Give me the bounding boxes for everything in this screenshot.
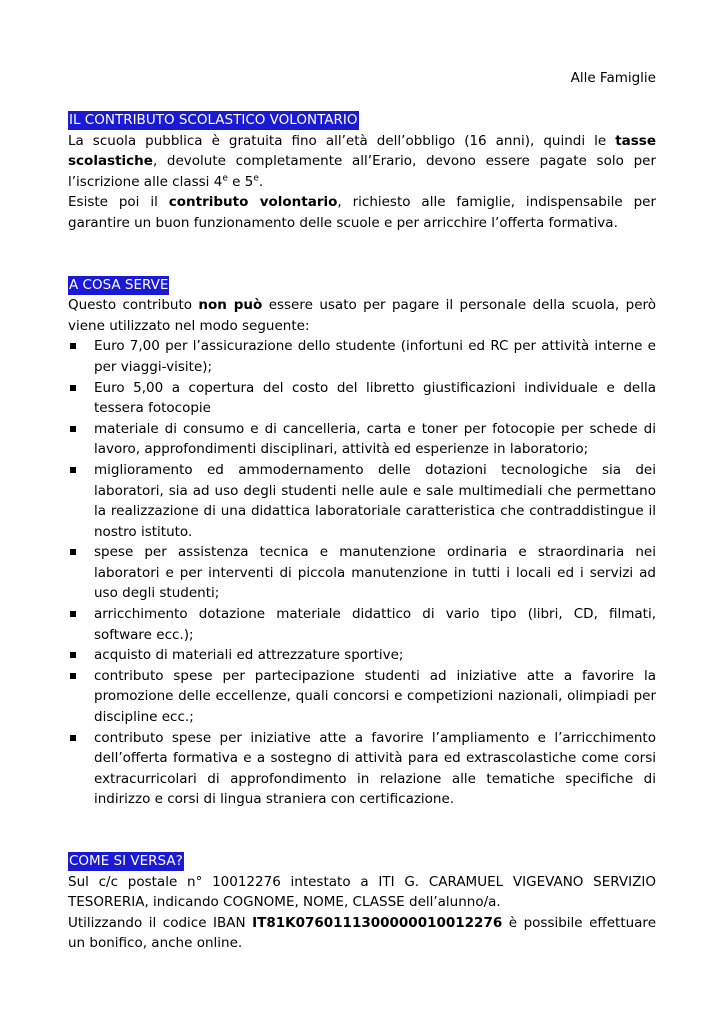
list-item: materiale di consumo e di cancelleria, carta e toner per fotocopie per schede di lavoro, approfondimenti disciplinari, attività ed esperienze in laboratorio;	[68, 419, 656, 460]
list-item: spese per assistenza tecnica e manutenzione ordinaria e straordinaria nei laboratori e per interventi di piccola manutenzione in tutti i locali ed i servizi ad uso degli studenti;	[68, 542, 656, 604]
bold-contributo-volontario: contributo volontario	[168, 194, 338, 211]
paragraph-intro: Questo contributo non può essere usato per pagare il personale della scuola, però viene utilizzato nel modo seguente:	[68, 297, 657, 334]
list-item: Euro 5,00 a copertura del costo del libretto giustificazioni individuale e della tessera fotocopie	[68, 378, 656, 419]
section-a-cosa-serve	[68, 275, 656, 810]
bold-non-puo: non può	[198, 297, 263, 314]
square-bullet-icon	[70, 343, 76, 349]
paragraph-tasse: La scuola pubblica è gratuita fino all’età dell’obbligo (16 anni), quindi le tasse scolastiche, devolute completamente all’Erario, devono essere pagate solo per l’iscrizione alle classi 4e e 5e.	[68, 132, 656, 190]
iban-code: IT81K0760111300000010012276	[252, 914, 503, 931]
paragraph-contributo-volontario: Esiste poi il contributo volontario, richiesto alle famiglie, indispensabile per garantire un buon funzionamento delle scuole e per arricchire l’offerta formativa.	[68, 194, 657, 231]
section-come-si-versa	[68, 851, 656, 954]
document-content	[68, 68, 656, 954]
square-bullet-icon	[70, 673, 76, 679]
paragraph-iban: Utilizzando il codice IBAN IT81K0760111300000010012276 è possibile effettuare un bonifico, anche online.	[68, 914, 656, 952]
section-contributo	[68, 110, 656, 234]
square-bullet-icon	[70, 549, 76, 555]
spacer	[68, 234, 656, 275]
square-bullet-icon	[70, 467, 76, 473]
list-item: Euro 7,00 per l’assicurazione dello studente (infortuni ed RC per attività interne e per viaggi-visite);	[68, 336, 656, 377]
list-item: contributo spese per partecipazione studenti ad iniziative atte a favorire la promozione delle eccellenze, quali concorsi e competizioni nazionali, olimpiadi per discipline ecc.;	[68, 666, 656, 728]
paragraph-conto-postale: Sul c/c postale n° 10012276 intestato a ITI G. CARAMUEL VIGEVANO SERVIZIO TESORERIA, indicando COGNOME, NOME, CLASSE dell’alunno/a.	[68, 873, 656, 911]
square-bullet-icon	[70, 385, 76, 391]
list-item: miglioramento ed ammodernamento delle dotazioni tecnologiche sia dei laboratori, sia ad uso degli studenti nelle aule e sale multimediali che permettano la realizzazione di una didattica laboratoriale caratteristica che contraddistingue il nostro istituto.	[68, 460, 656, 542]
list-item: arricchimento dotazione materiale didattico di vario tipo (libri, CD, filmati, software ecc.);	[68, 604, 656, 645]
list-item: acquisto di materiali ed attrezzature sportive;	[68, 645, 656, 666]
bold-tasse-scolastiche: tasse scolastiche	[68, 132, 656, 170]
spacer	[68, 810, 656, 851]
square-bullet-icon	[70, 652, 76, 658]
uses-list	[68, 336, 656, 810]
spacer	[68, 89, 656, 110]
list-item: contributo spese per iniziative atte a favorire l’ampliamento e l’arricchimento dell’offerta formativa e a sostegno di attività para ed extrascolastiche come corsi extracurricolari di approfondimento in relazione alle tematiche specifiche di indirizzo e corsi di lingua straniera con certificazione.	[68, 728, 656, 810]
section-heading-contributo: IL CONTRIBUTO SCOLASTICO VOLONTARIO	[69, 112, 358, 128]
square-bullet-icon	[70, 735, 76, 741]
square-bullet-icon	[70, 426, 76, 432]
square-bullet-icon	[70, 611, 76, 617]
section-heading-come-si-versa: COME SI VERSA?	[69, 853, 183, 869]
addressee: Alle Famiglie	[570, 70, 656, 86]
section-heading-a-cosa-serve: A COSA SERVE	[69, 276, 169, 293]
